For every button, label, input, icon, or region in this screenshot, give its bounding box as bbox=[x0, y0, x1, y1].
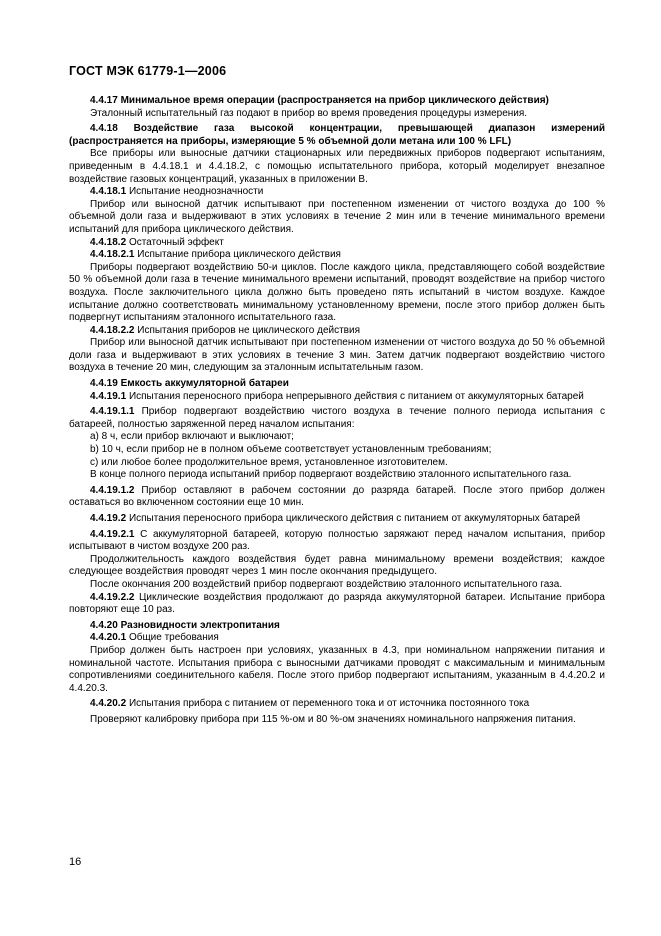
list-item: с) или любое более продолжительное время, установленное изготовителем. bbox=[90, 456, 448, 468]
clause-number: 4.4.17 bbox=[90, 95, 118, 106]
clause-text: Продолжительность каждого воздействия будет равна минимальному времени воздействия; каждое следующее воздействия проводят через 1 мин после окончания предыдущего. bbox=[69, 553, 605, 578]
clause-4-4-19-heading bbox=[69, 378, 605, 391]
clause-text: Приборы подвергают воздействию 50-и циклов. После каждого цикла, представляющего собой воздействие 50 % объемной доли газа в течение минимального времени испытаний, проводят воздействие на прибор чистого воздуха. После заключительного цикла должно быть проведено пять испытаний в чистом воздухе. Каждое испытание должно соответствовать минимальному установленному времени, после этого прибор должен быть подвергнут испытаниям эталонного испытательного газа. bbox=[69, 261, 605, 324]
clause-4-4-20-2-heading bbox=[69, 698, 605, 711]
clause-number: 4.4.19.1.1 bbox=[90, 406, 135, 418]
clause-number: 4.4.18.2 bbox=[90, 236, 127, 248]
clause-text: Проверяют калибровку прибора при 115 %-ом и 80 %-ом значениях номинального напряжения питания. bbox=[90, 713, 576, 725]
clause-text: В конце полного периода испытаний прибор подвергают воздействию эталонного испытательного газа. bbox=[90, 469, 572, 481]
clause-4-4-19-1-1 bbox=[69, 406, 605, 431]
page-number: 16 bbox=[69, 856, 82, 868]
clause-text: Прибор или выносной датчик испытывают при постепенном изменении от чистого воздуха до 100 % объемной доли газа и выдерживают в этих условиях в течение 2 мин или в течение минимального времени испытаний для прибора циклического действия. bbox=[69, 198, 605, 235]
clause-title: Минимальное время операции (распространяется на прибор циклического действия) bbox=[120, 95, 549, 106]
clause-text: Прибор подвергают воздействию чистого воздуха в течение полного периода испытания с батареей, полностью заряженной перед началом испытания: bbox=[69, 406, 606, 430]
clause-title: Испытание прибора циклического действия bbox=[137, 249, 341, 261]
clause-4-4-17-heading bbox=[69, 95, 605, 108]
clause-text: Эталонный испытательный газ подают в прибор во время проведения процедуры измерения. bbox=[90, 107, 528, 119]
clause-number: 4.4.20.2 bbox=[90, 698, 127, 710]
clause-number: 4.4.20.1 bbox=[90, 632, 127, 644]
clause-title: Испытание неоднозначности bbox=[128, 186, 264, 198]
clause-4-4-18-2-2-heading bbox=[69, 325, 605, 338]
clause-title: Емкость аккумуляторной батареи bbox=[120, 378, 289, 390]
clause-4-4-19-1-2 bbox=[69, 485, 605, 510]
clause-text: После окончания 200 воздействий прибор подвергают воздействию эталонного испытательного газа. bbox=[90, 578, 563, 590]
clause-title: Испытания прибора с питанием от переменного тока и от источника постоянного тока bbox=[128, 698, 530, 710]
clause-title: Испытания переносного прибора непрерывного действия с питанием от аккумуляторных батарей bbox=[128, 390, 584, 402]
clause-number: 4.4.19.1.2 bbox=[90, 484, 135, 496]
clause-4-4-18-2-heading bbox=[69, 237, 605, 250]
clause-4-4-19-2-heading bbox=[69, 513, 605, 526]
clause-4-4-18-2-1-heading bbox=[69, 249, 605, 262]
list-item: b) 10 ч, если прибор не в полном объеме соответствует установленным требованиям; bbox=[90, 444, 492, 456]
document-body bbox=[69, 95, 605, 727]
clause-number: 4.4.19.1 bbox=[90, 390, 127, 402]
clause-title: Испытания переносного прибора циклического действия с питанием от аккумуляторных батарей bbox=[128, 513, 581, 524]
clause-title: Испытания приборов не циклического действия bbox=[137, 324, 360, 336]
clause-4-4-19-2-2 bbox=[69, 592, 605, 617]
clause-number: 4.4.19.2.1 bbox=[90, 528, 135, 540]
clause-number: 4.4.20 bbox=[90, 619, 118, 631]
clause-4-4-18-heading bbox=[69, 123, 605, 148]
clause-text: С аккумуляторной батареей, которую полностью заряжают перед началом испытания, прибор испытывают в чистом воздухе 200 раз. bbox=[69, 528, 605, 553]
clause-number: 4.4.18 bbox=[90, 123, 118, 135]
clause-text: Все приборы или выносные датчики стационарных или передвижных приборов подвергают испытаниям, приведенным в 4.4.18.1 и 4.4.18.2, с помощью испытательного прибора, который моделирует внезапное воздействие газовых концентраций, указанных в приложении В. bbox=[69, 148, 605, 185]
clause-title: Общие требования bbox=[128, 632, 219, 644]
clause-4-4-20-1-heading bbox=[69, 632, 605, 645]
clause-text: Прибор или выносной датчик испытывают при постепенном изменении от чистого воздуха до 50 % объемной доли газа и выдерживают в этих условиях в течение 3 мин. Затем датчик подвергают воздействию чистого воздуха в течение 20 мин, следующим за эталонным испытательным газом. bbox=[69, 337, 605, 374]
clause-number: 4.4.18.2.2 bbox=[90, 324, 135, 336]
clause-number: 4.4.18.1 bbox=[90, 186, 127, 198]
clause-4-4-19-2-1 bbox=[69, 529, 605, 554]
clause-4-4-18-1-heading bbox=[69, 186, 605, 199]
clause-title: Остаточный эффект bbox=[128, 236, 224, 248]
clause-title: Воздействие газа высокой концентрации, превышающей диапазон измерений (распространяется на приборы, измеряющие 5 % объемной доли метана или 100 % LFL) bbox=[69, 123, 605, 147]
clause-text: Прибор оставляют в рабочем состоянии до разряда батарей. После этого прибор должен оставаться во включенном состоянии еще 10 мин. bbox=[69, 484, 606, 509]
clause-number: 4.4.19.2 bbox=[90, 513, 127, 524]
list-item: а) 8 ч, если прибор включают и выключают; bbox=[90, 431, 294, 443]
clause-4-4-20-heading bbox=[69, 620, 605, 633]
clause-number: 4.4.18.2.1 bbox=[90, 249, 135, 261]
clause-text: Прибор должен быть настроен при условиях, указанных в 4.3, при номинальном напряжении питания и номинальной частоте. Испытания прибора с выносными датчиками проводят с максимальным и минимальным сопротивлениями соединительного кабеля. После этого прибор подвергают испытаниям, указанным в 4.4.20.2 и 4.4.20.3. bbox=[69, 644, 605, 694]
clause-4-4-19-1-heading bbox=[69, 391, 605, 404]
clause-title: Разновидности электропитания bbox=[120, 619, 280, 631]
standard-header: ГОСТ МЭК 61779-1—2006 bbox=[69, 64, 227, 78]
clause-number: 4.4.19 bbox=[90, 378, 118, 390]
clause-number: 4.4.19.2.2 bbox=[90, 591, 135, 603]
clause-text: Циклические воздействия продолжают до разряда аккумуляторной батареи. Испытание прибора повторяют еще 10 раз. bbox=[69, 591, 605, 616]
